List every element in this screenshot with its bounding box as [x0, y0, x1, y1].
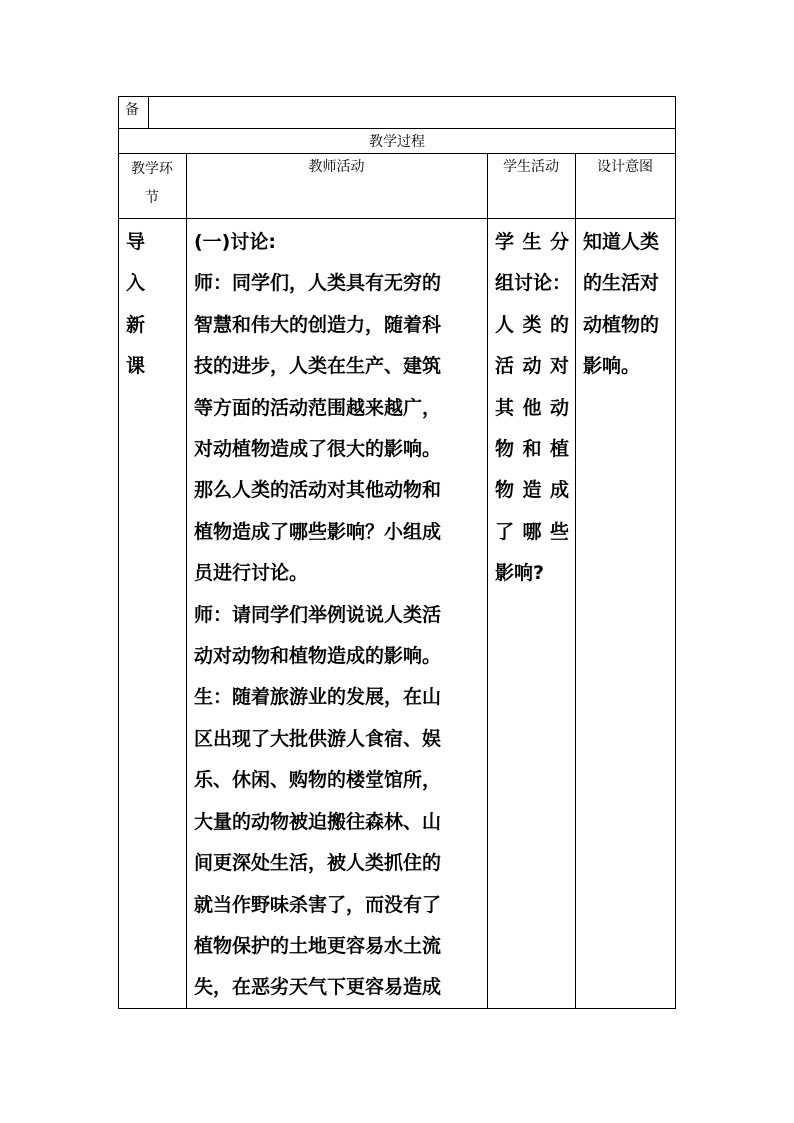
teacher-line: 员进行讨论。	[194, 562, 309, 585]
intent-line: 的生活对	[583, 272, 660, 295]
table-right-border	[675, 96, 676, 1009]
process-title: 教学过程	[369, 134, 425, 150]
row-divider-header	[118, 218, 676, 219]
student-line: 活 动 对	[495, 355, 569, 378]
col-divider-2	[487, 153, 488, 1009]
teacher-line: 师：请同学们举例说说人类活	[194, 603, 442, 626]
teacher-line: 间更深处生活，被人类抓住的	[194, 852, 442, 875]
teacher-line: (一)讨论:	[194, 231, 276, 253]
teacher-line: 大量的动物被迫搬往森林、山	[194, 810, 442, 833]
teacher-line: 智慧和伟大的创造力，随着科	[194, 313, 442, 336]
teacher-line: 对动植物造成了很大的影响。	[194, 438, 442, 461]
student-line: 其 他 动	[495, 396, 569, 419]
link-char: 课	[126, 355, 146, 378]
link-char: 导	[126, 231, 146, 253]
col-header-link-line1: 教学环	[131, 161, 173, 177]
bei-label: 备	[125, 102, 139, 118]
intent-line: 动植物的	[583, 313, 660, 336]
student-line: 影响?	[495, 562, 545, 585]
table-left-border	[118, 96, 119, 1009]
teacher-line: 区出现了大批供游人食宿、娱	[194, 727, 442, 750]
col-divider-1	[186, 153, 187, 1009]
student-activity	[495, 222, 572, 595]
student-line: 组 讨 论 ：	[495, 272, 572, 295]
teacher-line: 失，在恶劣天气下更容易造成	[194, 976, 442, 999]
link-char: 入	[126, 272, 146, 295]
table-top-border	[118, 96, 676, 97]
link-column	[126, 222, 145, 388]
teacher-line: 植物保护的土地更容易水土流	[194, 934, 442, 957]
teacher-line: 师：同学们，人类具有无穷的	[194, 272, 442, 295]
col-divider-3	[575, 153, 576, 1009]
teacher-line: 技的进步，人类在生产、建筑	[194, 355, 442, 378]
student-line: 了 哪 些	[495, 520, 569, 543]
teacher-line: 就当作野味杀害了，而没有了	[194, 893, 442, 916]
col-header-student: 学生活动	[503, 159, 559, 175]
student-line: 物 和 植	[495, 438, 569, 461]
col-header-teacher: 教师活动	[308, 159, 365, 175]
design-intent	[583, 222, 673, 388]
col-header-link	[118, 155, 186, 213]
student-line: 学 生 分	[495, 231, 569, 253]
bei-cell-divider	[148, 96, 149, 128]
col-header-intent: 设计意图	[597, 159, 653, 175]
intent-line: 知道人类	[583, 231, 660, 253]
intent-line: 影响。	[583, 355, 641, 378]
teacher-line: 那么人类的活动对其他动物和	[194, 479, 442, 502]
student-line: 人 类 的	[495, 313, 569, 336]
teacher-line: 等方面的活动范围越来越广，	[194, 396, 442, 419]
row-divider-bei	[118, 128, 676, 129]
teacher-line: 动对动物和植物造成的影响。	[194, 645, 442, 668]
teacher-line: 乐、休闲、购物的楼堂馆所，	[194, 769, 442, 792]
teacher-line: 植物造成了哪些影响？小组成	[194, 520, 442, 543]
link-char: 新	[126, 313, 146, 336]
col-header-link-line2: 节	[145, 190, 159, 206]
student-line: 物 造 成	[495, 479, 569, 502]
teacher-activity	[194, 222, 482, 1009]
teacher-line: 生：随着旅游业的发展，在山	[194, 686, 442, 709]
